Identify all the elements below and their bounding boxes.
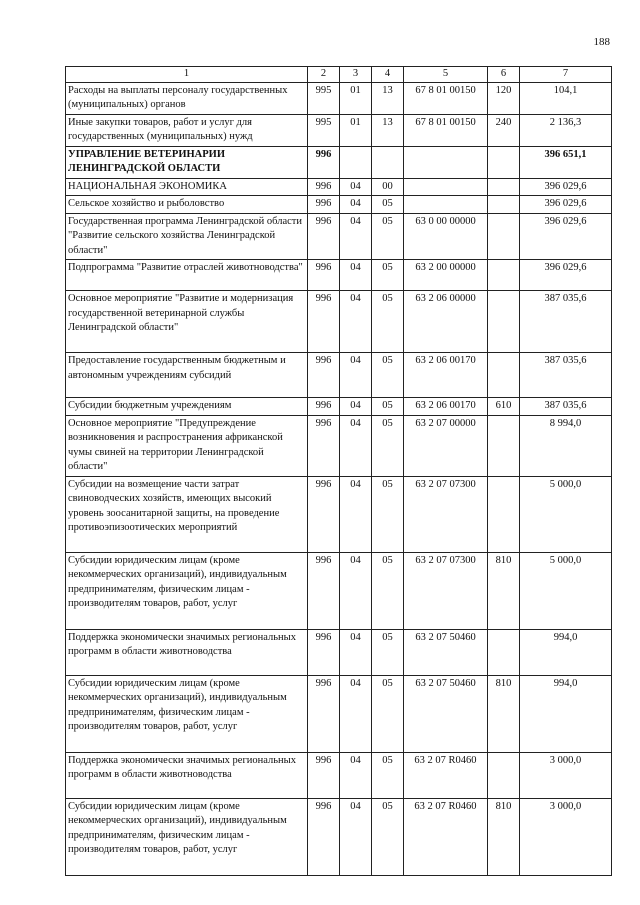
row-subsection-cell: 05 (372, 675, 404, 752)
row-amount-cell: 104,1 (520, 82, 612, 114)
row-section-cell: 04 (340, 353, 372, 398)
row-expense-type-cell (488, 146, 520, 178)
row-name-cell: Сельское хозяйство и рыболовство (66, 196, 308, 214)
row-name-cell: Поддержка экономически значимых региональных программ в области животноводства (66, 629, 308, 675)
row-expense-type-cell: 610 (488, 398, 520, 416)
row-target-article-cell: 63 2 07 50460 (404, 675, 488, 752)
row-target-article-cell: 63 2 00 00000 (404, 260, 488, 291)
row-ministry-code-cell: 996 (308, 629, 340, 675)
row-name-cell: НАЦИОНАЛЬНАЯ ЭКОНОМИКА (66, 178, 308, 196)
table-row (66, 798, 612, 875)
table-row (66, 291, 612, 353)
row-section-cell: 04 (340, 476, 372, 552)
row-amount-cell: 3 000,0 (520, 798, 612, 875)
row-ministry-code-cell: 996 (308, 178, 340, 196)
table-row (66, 353, 612, 398)
row-section-cell: 04 (340, 798, 372, 875)
row-expense-type-cell (488, 213, 520, 260)
row-expense-type-cell (488, 196, 520, 214)
header-cell: 5 (404, 67, 488, 83)
row-section-cell (340, 146, 372, 178)
row-section-cell: 04 (340, 552, 372, 629)
row-expense-type-cell: 120 (488, 82, 520, 114)
row-ministry-code-cell: 996 (308, 196, 340, 214)
row-amount-cell: 994,0 (520, 675, 612, 752)
row-name-cell: Субсидии юридическим лицам (кроме некоммерческих организаций), индивидуальным предпринимателям, физическим лицам - производителям товаров, работ, услуг (66, 675, 308, 752)
row-expense-type-cell: 810 (488, 798, 520, 875)
row-section-cell: 04 (340, 291, 372, 353)
row-section-cell: 04 (340, 260, 372, 291)
row-target-article-cell: 67 8 01 00150 (404, 114, 488, 146)
row-section-cell: 04 (340, 196, 372, 214)
row-amount-cell: 396 029,6 (520, 196, 612, 214)
row-name-cell: Основное мероприятие "Предупреждение возникновения и распространения африканской чумы свиней на территории Ленинградской области" (66, 415, 308, 476)
table-row (66, 675, 612, 752)
table-row (66, 213, 612, 260)
row-ministry-code-cell: 996 (308, 146, 340, 178)
row-amount-cell: 387 035,6 (520, 398, 612, 416)
row-ministry-code-cell: 996 (308, 476, 340, 552)
row-subsection-cell: 00 (372, 178, 404, 196)
row-subsection-cell (372, 146, 404, 178)
table-row (66, 178, 612, 196)
row-section-cell: 04 (340, 398, 372, 416)
table-row (66, 196, 612, 214)
row-target-article-cell: 63 2 06 00170 (404, 353, 488, 398)
row-section-cell: 01 (340, 82, 372, 114)
row-expense-type-cell (488, 260, 520, 291)
row-amount-cell: 387 035,6 (520, 353, 612, 398)
row-expense-type-cell (488, 291, 520, 353)
row-subsection-cell: 05 (372, 196, 404, 214)
row-name-cell: Подпрограмма "Развитие отраслей животноводства" (66, 260, 308, 291)
row-ministry-code-cell: 996 (308, 398, 340, 416)
row-target-article-cell: 63 2 06 00000 (404, 291, 488, 353)
row-expense-type-cell (488, 476, 520, 552)
row-expense-type-cell: 810 (488, 675, 520, 752)
row-expense-type-cell (488, 415, 520, 476)
row-name-cell: Субсидии на возмещение части затрат свиноводческих хозяйств, имеющих высокий уровень зоосанитарной защиты, на проведение противоэпизоотических мероприятий (66, 476, 308, 552)
header-row (66, 67, 612, 83)
row-target-article-cell: 63 2 07 R0460 (404, 798, 488, 875)
row-subsection-cell: 05 (372, 260, 404, 291)
row-subsection-cell: 05 (372, 291, 404, 353)
header-cell: 6 (488, 67, 520, 83)
table-row (66, 260, 612, 291)
header-cell: 2 (308, 67, 340, 83)
row-amount-cell: 8 994,0 (520, 415, 612, 476)
row-subsection-cell: 05 (372, 798, 404, 875)
row-section-cell: 04 (340, 178, 372, 196)
row-target-article-cell: 63 2 06 00170 (404, 398, 488, 416)
table-row (66, 752, 612, 798)
row-amount-cell: 396 651,1 (520, 146, 612, 178)
budget-table (65, 66, 612, 876)
row-ministry-code-cell: 996 (308, 752, 340, 798)
row-target-article-cell (404, 196, 488, 214)
table-row (66, 552, 612, 629)
row-name-cell: Предоставление государственным бюджетным и автономным учреждениям субсидий (66, 353, 308, 398)
row-ministry-code-cell: 996 (308, 552, 340, 629)
row-name-cell: Государственная программа Ленинградской области "Развитие сельского хозяйства Ленинградской области" (66, 213, 308, 260)
row-subsection-cell: 05 (372, 213, 404, 260)
row-target-article-cell: 63 2 07 00000 (404, 415, 488, 476)
row-amount-cell: 994,0 (520, 629, 612, 675)
row-name-cell: Поддержка экономически значимых региональных программ в области животноводства (66, 752, 308, 798)
row-expense-type-cell (488, 752, 520, 798)
row-subsection-cell: 05 (372, 415, 404, 476)
row-subsection-cell: 05 (372, 476, 404, 552)
table-row (66, 629, 612, 675)
table-row (66, 476, 612, 552)
page-number: 188 (593, 36, 610, 48)
row-name-cell: Субсидии юридическим лицам (кроме некоммерческих организаций), индивидуальным предпринимателям, физическим лицам - производителям товаров, работ, услуг (66, 552, 308, 629)
row-section-cell: 04 (340, 752, 372, 798)
table-row (66, 415, 612, 476)
row-subsection-cell: 13 (372, 82, 404, 114)
row-ministry-code-cell: 996 (308, 798, 340, 875)
row-section-cell: 04 (340, 213, 372, 260)
row-amount-cell: 5 000,0 (520, 552, 612, 629)
row-amount-cell: 396 029,6 (520, 178, 612, 196)
row-ministry-code-cell: 996 (308, 675, 340, 752)
row-amount-cell: 387 035,6 (520, 291, 612, 353)
row-section-cell: 04 (340, 675, 372, 752)
row-target-article-cell: 67 8 01 00150 (404, 82, 488, 114)
table-row (66, 114, 612, 146)
row-ministry-code-cell: 995 (308, 82, 340, 114)
row-name-cell: Иные закупки товаров, работ и услуг для государственных (муниципальных) нужд (66, 114, 308, 146)
header-cell: 4 (372, 67, 404, 83)
row-expense-type-cell (488, 353, 520, 398)
row-name-cell: Субсидии бюджетным учреждениям (66, 398, 308, 416)
table-row (66, 146, 612, 178)
row-ministry-code-cell: 996 (308, 260, 340, 291)
row-expense-type-cell (488, 629, 520, 675)
row-amount-cell: 3 000,0 (520, 752, 612, 798)
row-amount-cell: 396 029,6 (520, 213, 612, 260)
row-subsection-cell: 05 (372, 629, 404, 675)
row-ministry-code-cell: 996 (308, 415, 340, 476)
header-cell: 7 (520, 67, 612, 83)
row-expense-type-cell: 810 (488, 552, 520, 629)
row-section-cell: 01 (340, 114, 372, 146)
header-cell: 3 (340, 67, 372, 83)
row-subsection-cell: 05 (372, 398, 404, 416)
row-amount-cell: 2 136,3 (520, 114, 612, 146)
header-cell: 1 (66, 67, 308, 83)
row-ministry-code-cell: 996 (308, 291, 340, 353)
row-subsection-cell: 13 (372, 114, 404, 146)
row-expense-type-cell (488, 178, 520, 196)
row-ministry-code-cell: 995 (308, 114, 340, 146)
row-subsection-cell: 05 (372, 752, 404, 798)
row-subsection-cell: 05 (372, 353, 404, 398)
row-section-cell: 04 (340, 415, 372, 476)
row-section-cell: 04 (340, 629, 372, 675)
row-subsection-cell: 05 (372, 552, 404, 629)
row-name-cell: Основное мероприятие "Развитие и модернизация государственной ветеринарной службы Ленинградской области" (66, 291, 308, 353)
table-row (66, 82, 612, 114)
row-target-article-cell: 63 2 07 07300 (404, 476, 488, 552)
row-expense-type-cell: 240 (488, 114, 520, 146)
row-name-cell: Субсидии юридическим лицам (кроме некоммерческих организаций), индивидуальным предпринимателям, физическим лицам - производителям товаров, работ, услуг (66, 798, 308, 875)
row-target-article-cell: 63 2 07 R0460 (404, 752, 488, 798)
row-target-article-cell: 63 2 07 07300 (404, 552, 488, 629)
row-ministry-code-cell: 996 (308, 213, 340, 260)
row-target-article-cell (404, 146, 488, 178)
row-target-article-cell: 63 0 00 00000 (404, 213, 488, 260)
row-target-article-cell: 63 2 07 50460 (404, 629, 488, 675)
row-amount-cell: 5 000,0 (520, 476, 612, 552)
row-name-cell: УПРАВЛЕНИЕ ВЕТЕРИНАРИИ ЛЕНИНГРАДСКОЙ ОБЛАСТИ (66, 146, 308, 178)
row-name-cell: Расходы на выплаты персоналу государственных (муниципальных) органов (66, 82, 308, 114)
row-amount-cell: 396 029,6 (520, 260, 612, 291)
row-target-article-cell (404, 178, 488, 196)
table-row (66, 398, 612, 416)
row-ministry-code-cell: 996 (308, 353, 340, 398)
